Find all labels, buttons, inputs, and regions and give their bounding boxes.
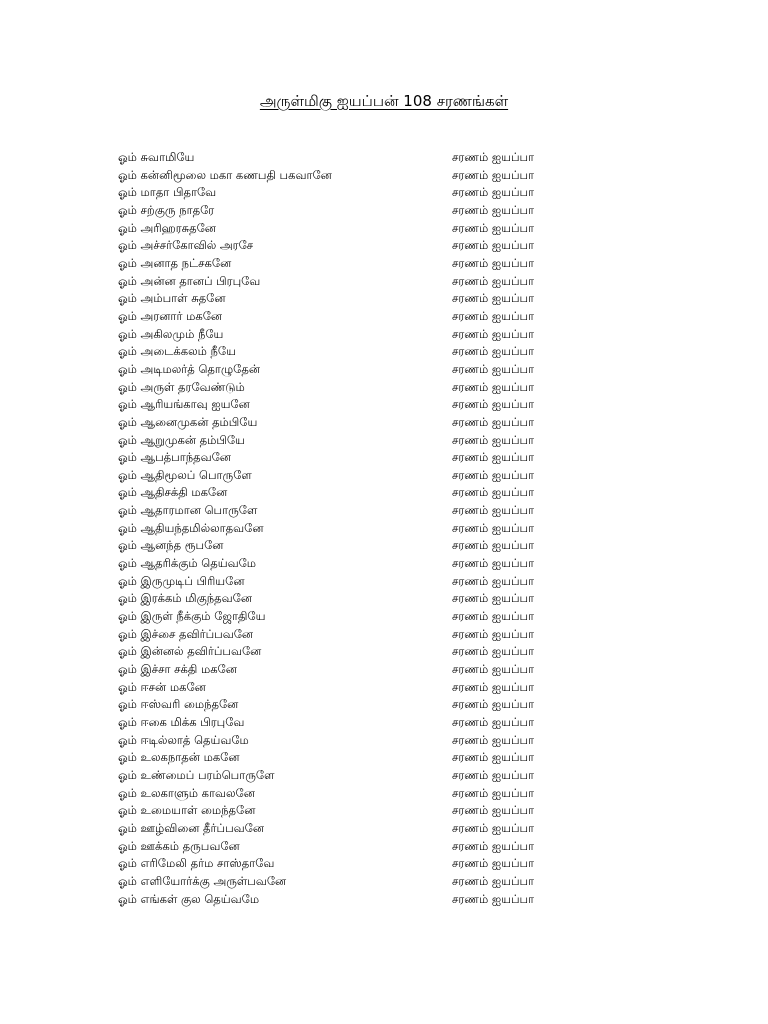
saranam-text: ஓம் ஊக்கம் தருபவனே <box>118 838 240 853</box>
saranam-row <box>118 802 558 820</box>
saranam-response: சரணம் ஐயப்பா <box>452 344 535 359</box>
saranam-text: ஓம் ஆபத்பாந்தவனே <box>118 450 231 465</box>
saranam-response: சரணம் ஐயப்பா <box>452 644 535 659</box>
saranam-row <box>118 732 558 750</box>
saranam-response: சரணம் ஐயப்பா <box>452 326 535 341</box>
saranam-text: ஓம் ஈஸ்வரி மைந்தனே <box>118 697 239 712</box>
saranam-text: ஓம் இச்சை தவிர்ப்பவனே <box>118 626 254 641</box>
saranam-row <box>118 590 558 608</box>
saranam-text: ஓம் கன்னிமூலை மகா கணபதி பகவானே <box>118 167 332 182</box>
saranam-response: சரணம் ஐயப்பா <box>452 185 535 200</box>
saranam-response: சரணம் ஐயப்பா <box>452 785 535 800</box>
saranam-response: சரணம் ஐயப்பா <box>452 873 535 888</box>
saranam-response: சரணம் ஐயப்பா <box>452 397 535 412</box>
saranam-text: ஓம் ஆதியந்தமில்லாதவனே <box>118 520 264 535</box>
saranam-response: சரணம் ஐயப்பா <box>452 556 535 571</box>
saranam-row <box>118 379 558 397</box>
saranam-row <box>118 273 558 291</box>
saranam-response: சரணம் ஐயப்பா <box>452 803 535 818</box>
saranam-row <box>118 767 558 785</box>
saranam-row <box>118 255 558 273</box>
saranam-text: ஓம் ஆரியங்காவு ஐயனே <box>118 397 250 412</box>
document-title-block <box>0 90 768 112</box>
saranam-row <box>118 220 558 238</box>
saranam-row <box>118 361 558 379</box>
saranam-row <box>118 184 558 202</box>
saranam-text: ஓம் அனாத நட்சகனே <box>118 255 232 270</box>
saranam-row <box>118 237 558 255</box>
saranam-response: சரணம் ஐயப்பா <box>452 767 535 782</box>
saranam-text: ஓம் ஆனைமுகன் தம்பியே <box>118 414 258 429</box>
saranam-row <box>118 484 558 502</box>
saranam-response: சரணம் ஐயப்பா <box>452 432 535 447</box>
saranam-text: ஓம் மாதா பிதாவே <box>118 185 217 200</box>
saranam-response: சரணம் ஐயப்பா <box>452 750 535 765</box>
saranam-text: ஓம் ஆதரிக்கும் தெய்வமே <box>118 556 257 571</box>
saranam-row <box>118 643 558 661</box>
saranam-text: ஓம் இச்சா சக்தி மகனே <box>118 662 237 677</box>
saranam-row <box>118 502 558 520</box>
saranam-list <box>118 149 558 908</box>
saranam-text: ஓம் அன்ன தானப் பிரபுவே <box>118 273 261 288</box>
saranam-response: சரணம் ஐயப்பா <box>452 485 535 500</box>
saranam-row <box>118 679 558 697</box>
saranam-row <box>118 202 558 220</box>
saranam-response: சரணம் ஐயப்பா <box>452 150 535 164</box>
saranam-text: ஓம் ஈடில்லாத் தெய்வமே <box>118 732 249 747</box>
saranam-text: ஓம் உலகநாதன் மகனே <box>118 750 240 765</box>
saranam-text: ஓம் அகிலமும் நீயே <box>118 326 224 341</box>
saranam-row <box>118 820 558 838</box>
saranam-response: சரணம் ஐயப்பா <box>452 414 535 429</box>
saranam-text: ஓம் ஊழ்வினை தீர்ப்பவனே <box>118 820 264 835</box>
saranam-text: ஓம் இரக்கம் மிகுந்தவனே <box>118 591 252 606</box>
saranam-response: சரணம் ஐயப்பா <box>452 662 535 677</box>
saranam-row <box>118 661 558 679</box>
saranam-response: சரணம் ஐயப்பா <box>452 838 535 853</box>
saranam-response: சரணம் ஐயப்பா <box>452 626 535 641</box>
saranam-row <box>118 785 558 803</box>
saranam-text: ஓம் ஆனந்த ரூபனே <box>118 538 224 553</box>
saranam-response: சரணம் ஐயப்பா <box>452 820 535 835</box>
saranam-row <box>118 449 558 467</box>
saranam-row <box>118 326 558 344</box>
saranam-response: சரணம் ஐயப்பா <box>452 273 535 288</box>
saranam-text: ஓம் ஈகை மிக்க பிரபுவே <box>118 715 245 729</box>
saranam-response: சரணம் ஐயப்பா <box>452 255 535 270</box>
saranam-text: ஓம் அரனார் மகனே <box>118 308 223 323</box>
saranam-text: ஓம் ஆதிசக்தி மகனே <box>118 485 228 500</box>
saranam-row <box>118 537 558 555</box>
saranam-response: சரணம் ஐயப்பா <box>452 361 535 376</box>
saranam-text: ஓம் இன்னல் தவிர்ப்பவனே <box>118 644 262 659</box>
saranam-text: ஓம் ஆதாரமான பொருளே <box>118 503 258 518</box>
saranam-row <box>118 749 558 767</box>
document-title: அருள்மிகு ஐயப்பன் 108 சரணங்கள் <box>259 92 509 110</box>
saranam-response: சரணம் ஐயப்பா <box>452 856 535 871</box>
saranam-response: சரணம் ஐயப்பா <box>452 379 535 394</box>
saranam-text: ஓம் இருமுடிப் பிரியனே <box>118 573 245 588</box>
saranam-response: சரணம் ஐயப்பா <box>452 450 535 465</box>
saranam-response: சரணம் ஐயப்பா <box>452 220 535 235</box>
saranam-text: ஓம் உலகாளும் காவலனே <box>118 785 255 800</box>
saranam-text: ஓம் ஈசன் மகனே <box>118 679 206 694</box>
saranam-response: சரணம் ஐயப்பா <box>452 609 535 624</box>
saranam-response: சரணம் ஐயப்பா <box>452 520 535 535</box>
saranam-text: ஓம் அடிமலர்த் தொழுதேன் <box>118 361 260 376</box>
saranam-response: சரணம் ஐயப்பா <box>452 715 535 729</box>
saranam-text: ஓம் அரிஹரசுதனே <box>118 220 216 235</box>
saranam-row <box>118 290 558 308</box>
saranam-row <box>118 308 558 326</box>
saranam-row <box>118 149 558 167</box>
saranam-response: சரணம் ஐயப்பா <box>452 573 535 588</box>
saranam-text: ஓம் அச்சர்கோவில் அரசே <box>118 238 254 253</box>
saranam-response: சரணம் ஐயப்பா <box>452 538 535 553</box>
saranam-response: சரணம் ஐயப்பா <box>452 679 535 694</box>
saranam-row <box>118 696 558 714</box>
saranam-response: சரணம் ஐயப்பா <box>452 732 535 747</box>
saranam-text: ஓம் எங்கள் குல தெய்வமே <box>118 891 260 906</box>
saranam-row <box>118 167 558 185</box>
saranam-row <box>118 520 558 538</box>
saranam-row <box>118 855 558 873</box>
saranam-text: ஓம் எளியோர்க்கு அருள்பவனே <box>118 873 287 888</box>
saranam-row <box>118 467 558 485</box>
saranam-text: ஓம் எரிமேலி தர்ம சாஸ்தாவே <box>118 856 275 871</box>
saranam-row <box>118 396 558 414</box>
saranam-text: ஓம் உண்மைப் பரம்பொருளே <box>118 767 275 782</box>
saranam-response: சரணம் ஐயப்பா <box>452 291 535 306</box>
saranam-response: சரணம் ஐயப்பா <box>452 591 535 606</box>
saranam-response: சரணம் ஐயப்பா <box>452 891 535 906</box>
saranam-response: சரணம் ஐயப்பா <box>452 503 535 518</box>
saranam-row <box>118 891 558 909</box>
saranam-text: ஓம் அடைக்கலம் நீயே <box>118 344 236 359</box>
saranam-response: சரணம் ஐயப்பா <box>452 202 535 217</box>
saranam-text: ஓம் சற்குரு நாதரே <box>118 202 215 217</box>
saranam-row <box>118 555 558 573</box>
saranam-row <box>118 343 558 361</box>
saranam-text: ஓம் ஆதிமூலப் பொருளே <box>118 467 252 482</box>
saranam-row <box>118 838 558 856</box>
saranam-row <box>118 626 558 644</box>
saranam-text: ஓம் ஆறுமுகன் தம்பியே <box>118 432 245 447</box>
saranam-response: சரணம் ஐயப்பா <box>452 238 535 253</box>
saranam-text: ஓம் சுவாமியே <box>118 150 195 164</box>
saranam-row <box>118 714 558 732</box>
saranam-text: ஓம் அம்பாள் சுதனே <box>118 291 226 306</box>
saranam-text: ஓம் உமையாள் மைந்தனே <box>118 803 256 818</box>
saranam-response: சரணம் ஐயப்பா <box>452 467 535 482</box>
saranam-text: ஓம் இருள் நீக்கும் ஜோதியே <box>118 609 266 624</box>
saranam-response: சரணம் ஐயப்பா <box>452 167 535 182</box>
saranam-response: சரணம் ஐயப்பா <box>452 308 535 323</box>
saranam-text: ஓம் அருள் தரவேண்டும் <box>118 379 245 394</box>
saranam-row <box>118 414 558 432</box>
saranam-row <box>118 873 558 891</box>
saranam-response: சரணம் ஐயப்பா <box>452 697 535 712</box>
saranam-row <box>118 608 558 626</box>
saranam-row <box>118 573 558 591</box>
saranam-row <box>118 432 558 450</box>
